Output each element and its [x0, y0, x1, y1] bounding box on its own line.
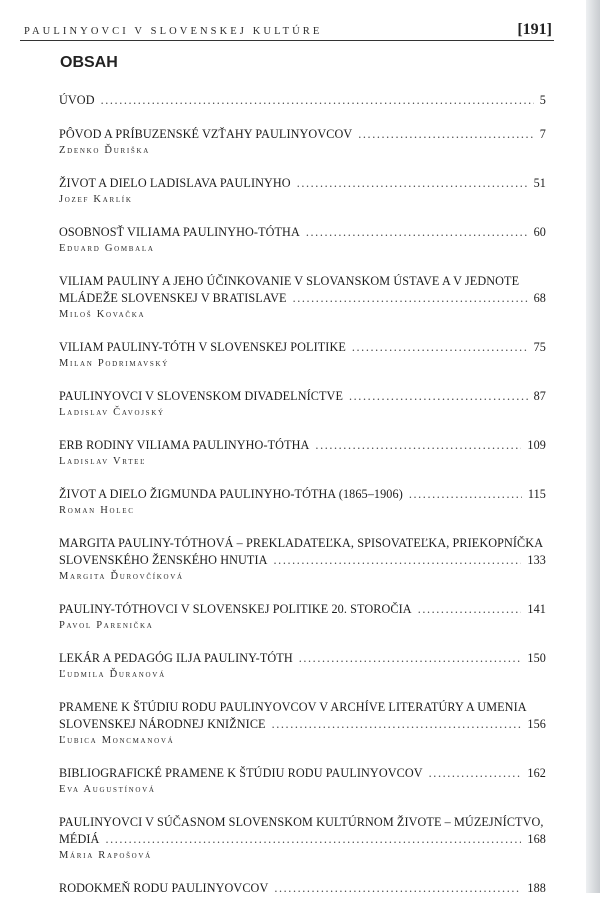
dot-leader [409, 486, 522, 503]
dot-leader [418, 601, 522, 618]
toc-entry-title: PAULINYOVCI V SLOVENSKOM DIVADELNÍCTVE [59, 389, 344, 403]
toc-entry-title-line [59, 552, 546, 569]
toc-entry-author: Pavol Parenička [59, 620, 154, 631]
toc-entry-title-line [59, 290, 546, 307]
toc-entry-title: ŽIVOT A DIELO ŽIGMUNDA PAULINYHO-TÓTHA (1865–1906) [59, 487, 403, 501]
toc-entry[interactable] [59, 339, 546, 371]
toc-entry-title: ÚVOD [59, 93, 95, 107]
dot-leader [272, 716, 522, 733]
toc-entry-title-first-line: PRAMENE K ŠTÚDIU RODU PAULINYOVCOV V ARCHÍVE LITERATÚRY A UMENIA [59, 700, 527, 714]
toc-entry-page: 115 [527, 487, 546, 501]
dot-leader [315, 437, 521, 454]
toc-entry-title-line [59, 175, 546, 192]
toc-entry-page: 133 [527, 553, 546, 567]
toc-entry-page: 51 [533, 176, 546, 190]
toc-entry-title: MÉDIÁ [59, 832, 100, 846]
toc-entry-author: Ľudmila Ďuranová [59, 669, 166, 680]
toc-entry-title: PÔVOD A PRÍBUZENSKÉ VZŤAHY PAULINYOVCOV [59, 127, 353, 141]
toc-entry[interactable] [59, 126, 546, 158]
toc-entry-title-line [59, 880, 546, 897]
toc-entry[interactable] [59, 880, 546, 897]
running-title: PAULINYOVCI V SLOVENSKEJ KULTÚRE [24, 26, 323, 37]
toc-entry-title: OSOBNOSŤ VILIAMA PAULINYHO-TÓTHA [59, 225, 300, 239]
toc-entry-page: 156 [527, 717, 546, 731]
toc-entry-title-first-line: VILIAM PAULINY A JEHO ÚČINKOVANIE V SLOVANSKOM ÚSTAVE A V JEDNOTE [59, 274, 520, 288]
toc-entry-title: MLÁDEŽE SLOVENSKEJ V BRATISLAVE [59, 291, 287, 305]
toc-entry-author: Eva Augustínová [59, 784, 156, 795]
toc-entry-page: 75 [533, 340, 546, 354]
dot-leader [274, 552, 522, 569]
toc-entry-page: 162 [527, 766, 546, 780]
dot-leader [306, 224, 528, 241]
page-number: [191] [517, 21, 552, 38]
toc-entry-author: Eduard Gombala [59, 243, 155, 254]
dot-leader [105, 831, 521, 848]
toc-entry[interactable] [59, 486, 546, 518]
toc-entry-title: VILIAM PAULINY-TÓTH V SLOVENSKEJ POLITIKE [59, 340, 346, 354]
table-of-contents [59, 92, 546, 897]
toc-entry-title-line [59, 486, 546, 503]
toc-entry-title: RODOKMEŇ RODU PAULINYOVCOV [59, 881, 269, 895]
toc-entry[interactable] [59, 273, 546, 322]
dot-leader [101, 92, 534, 109]
toc-entry-title-line [59, 765, 546, 782]
toc-entry-page: 109 [527, 438, 546, 452]
toc-entry-title-line [59, 831, 546, 848]
toc-entry-title-line [59, 92, 546, 109]
toc-entry-title: ERB RODINY VILIAMA PAULINYHO-TÓTHA [59, 438, 310, 452]
toc-entry-author: Roman Holec [59, 505, 135, 516]
dot-leader [349, 388, 528, 405]
toc-entry-title-line [59, 388, 546, 405]
toc-entry-title: LEKÁR A PEDAGÓG ILJA PAULINY-TÓTH [59, 651, 293, 665]
toc-entry-page: 68 [533, 291, 546, 305]
toc-entry-author: Milan Podrimavský [59, 358, 169, 369]
toc-entry-title-line [59, 224, 546, 241]
toc-entry-author: Zdenko Ďuriška [59, 145, 150, 156]
toc-entry-page: 60 [533, 225, 546, 239]
dot-leader [429, 765, 522, 782]
header-rule [20, 40, 554, 41]
dot-leader [293, 290, 528, 307]
toc-entry-author: Margita Ďurovčíková [59, 571, 184, 582]
toc-entry-title-line [59, 650, 546, 667]
toc-entry-title: SLOVENSKEJ NÁRODNEJ KNIŽNICE [59, 717, 266, 731]
toc-entry-author: Ľubica Moncmanová [59, 735, 175, 746]
toc-entry-title-line [59, 437, 546, 454]
toc-entry[interactable] [59, 224, 546, 256]
toc-entry[interactable] [59, 92, 546, 109]
toc-entry[interactable] [59, 388, 546, 420]
toc-entry-page: 150 [527, 651, 546, 665]
toc-entry[interactable] [59, 765, 546, 797]
toc-entry-page: 7 [539, 127, 546, 141]
toc-entry-author: Mária Rapošová [59, 850, 152, 861]
toc-entry-page: 188 [527, 881, 546, 895]
scan-edge-shading [586, 0, 600, 893]
page-header [24, 22, 552, 38]
toc-entry[interactable] [59, 175, 546, 207]
toc-entry[interactable] [59, 814, 546, 863]
toc-entry-author: Jozef Karlík [59, 194, 133, 205]
toc-entry[interactable] [59, 437, 546, 469]
toc-entry-author: Ladislav Vrteľ [59, 456, 147, 467]
toc-entry-title-first-line: PAULINYOVCI V SÚČASNOM SLOVENSKOM KULTÚRNOM ŽIVOTE – MÚZEJNÍCTVO, [59, 815, 544, 829]
toc-entry[interactable] [59, 699, 546, 748]
dot-leader [274, 880, 521, 897]
toc-entry-title: PAULINY-TÓTHOVCI V SLOVENSKEJ POLITIKE 20. STOROČIA [59, 602, 412, 616]
dot-leader [299, 650, 522, 667]
toc-entry-title: ŽIVOT A DIELO LADISLAVA PAULINYHO [59, 176, 291, 190]
dot-leader [297, 175, 528, 192]
toc-entry-title-line [59, 126, 546, 143]
toc-entry-title: BIBLIOGRAFICKÉ PRAMENE K ŠTÚDIU RODU PAULINYOVCOV [59, 766, 423, 780]
contents-heading: OBSAH [60, 54, 118, 71]
toc-entry[interactable] [59, 601, 546, 633]
toc-entry-title: SLOVENSKÉHO ŽENSKÉHO HNUTIA [59, 553, 268, 567]
toc-entry-title-line [59, 601, 546, 618]
dot-leader [352, 339, 528, 356]
toc-entry-page: 87 [533, 389, 546, 403]
toc-entry[interactable] [59, 650, 546, 682]
toc-entry-author: Ladislav Čavojský [59, 407, 165, 418]
toc-entry-title-line [59, 339, 546, 356]
toc-entry-page: 168 [527, 832, 546, 846]
toc-entry-author: Miloš Kovačka [59, 309, 146, 320]
dot-leader [358, 126, 534, 143]
toc-entry-title-line [59, 716, 546, 733]
toc-entry-page: 141 [527, 602, 546, 616]
toc-entry-page: 5 [539, 93, 546, 107]
toc-entry-title-first-line: MARGITA PAULINY-TÓTHOVÁ – PREKLADATEĽKA, SPISOVATEĽKA, PRIEKOPNÍČKA [59, 536, 544, 550]
toc-entry[interactable] [59, 535, 546, 584]
